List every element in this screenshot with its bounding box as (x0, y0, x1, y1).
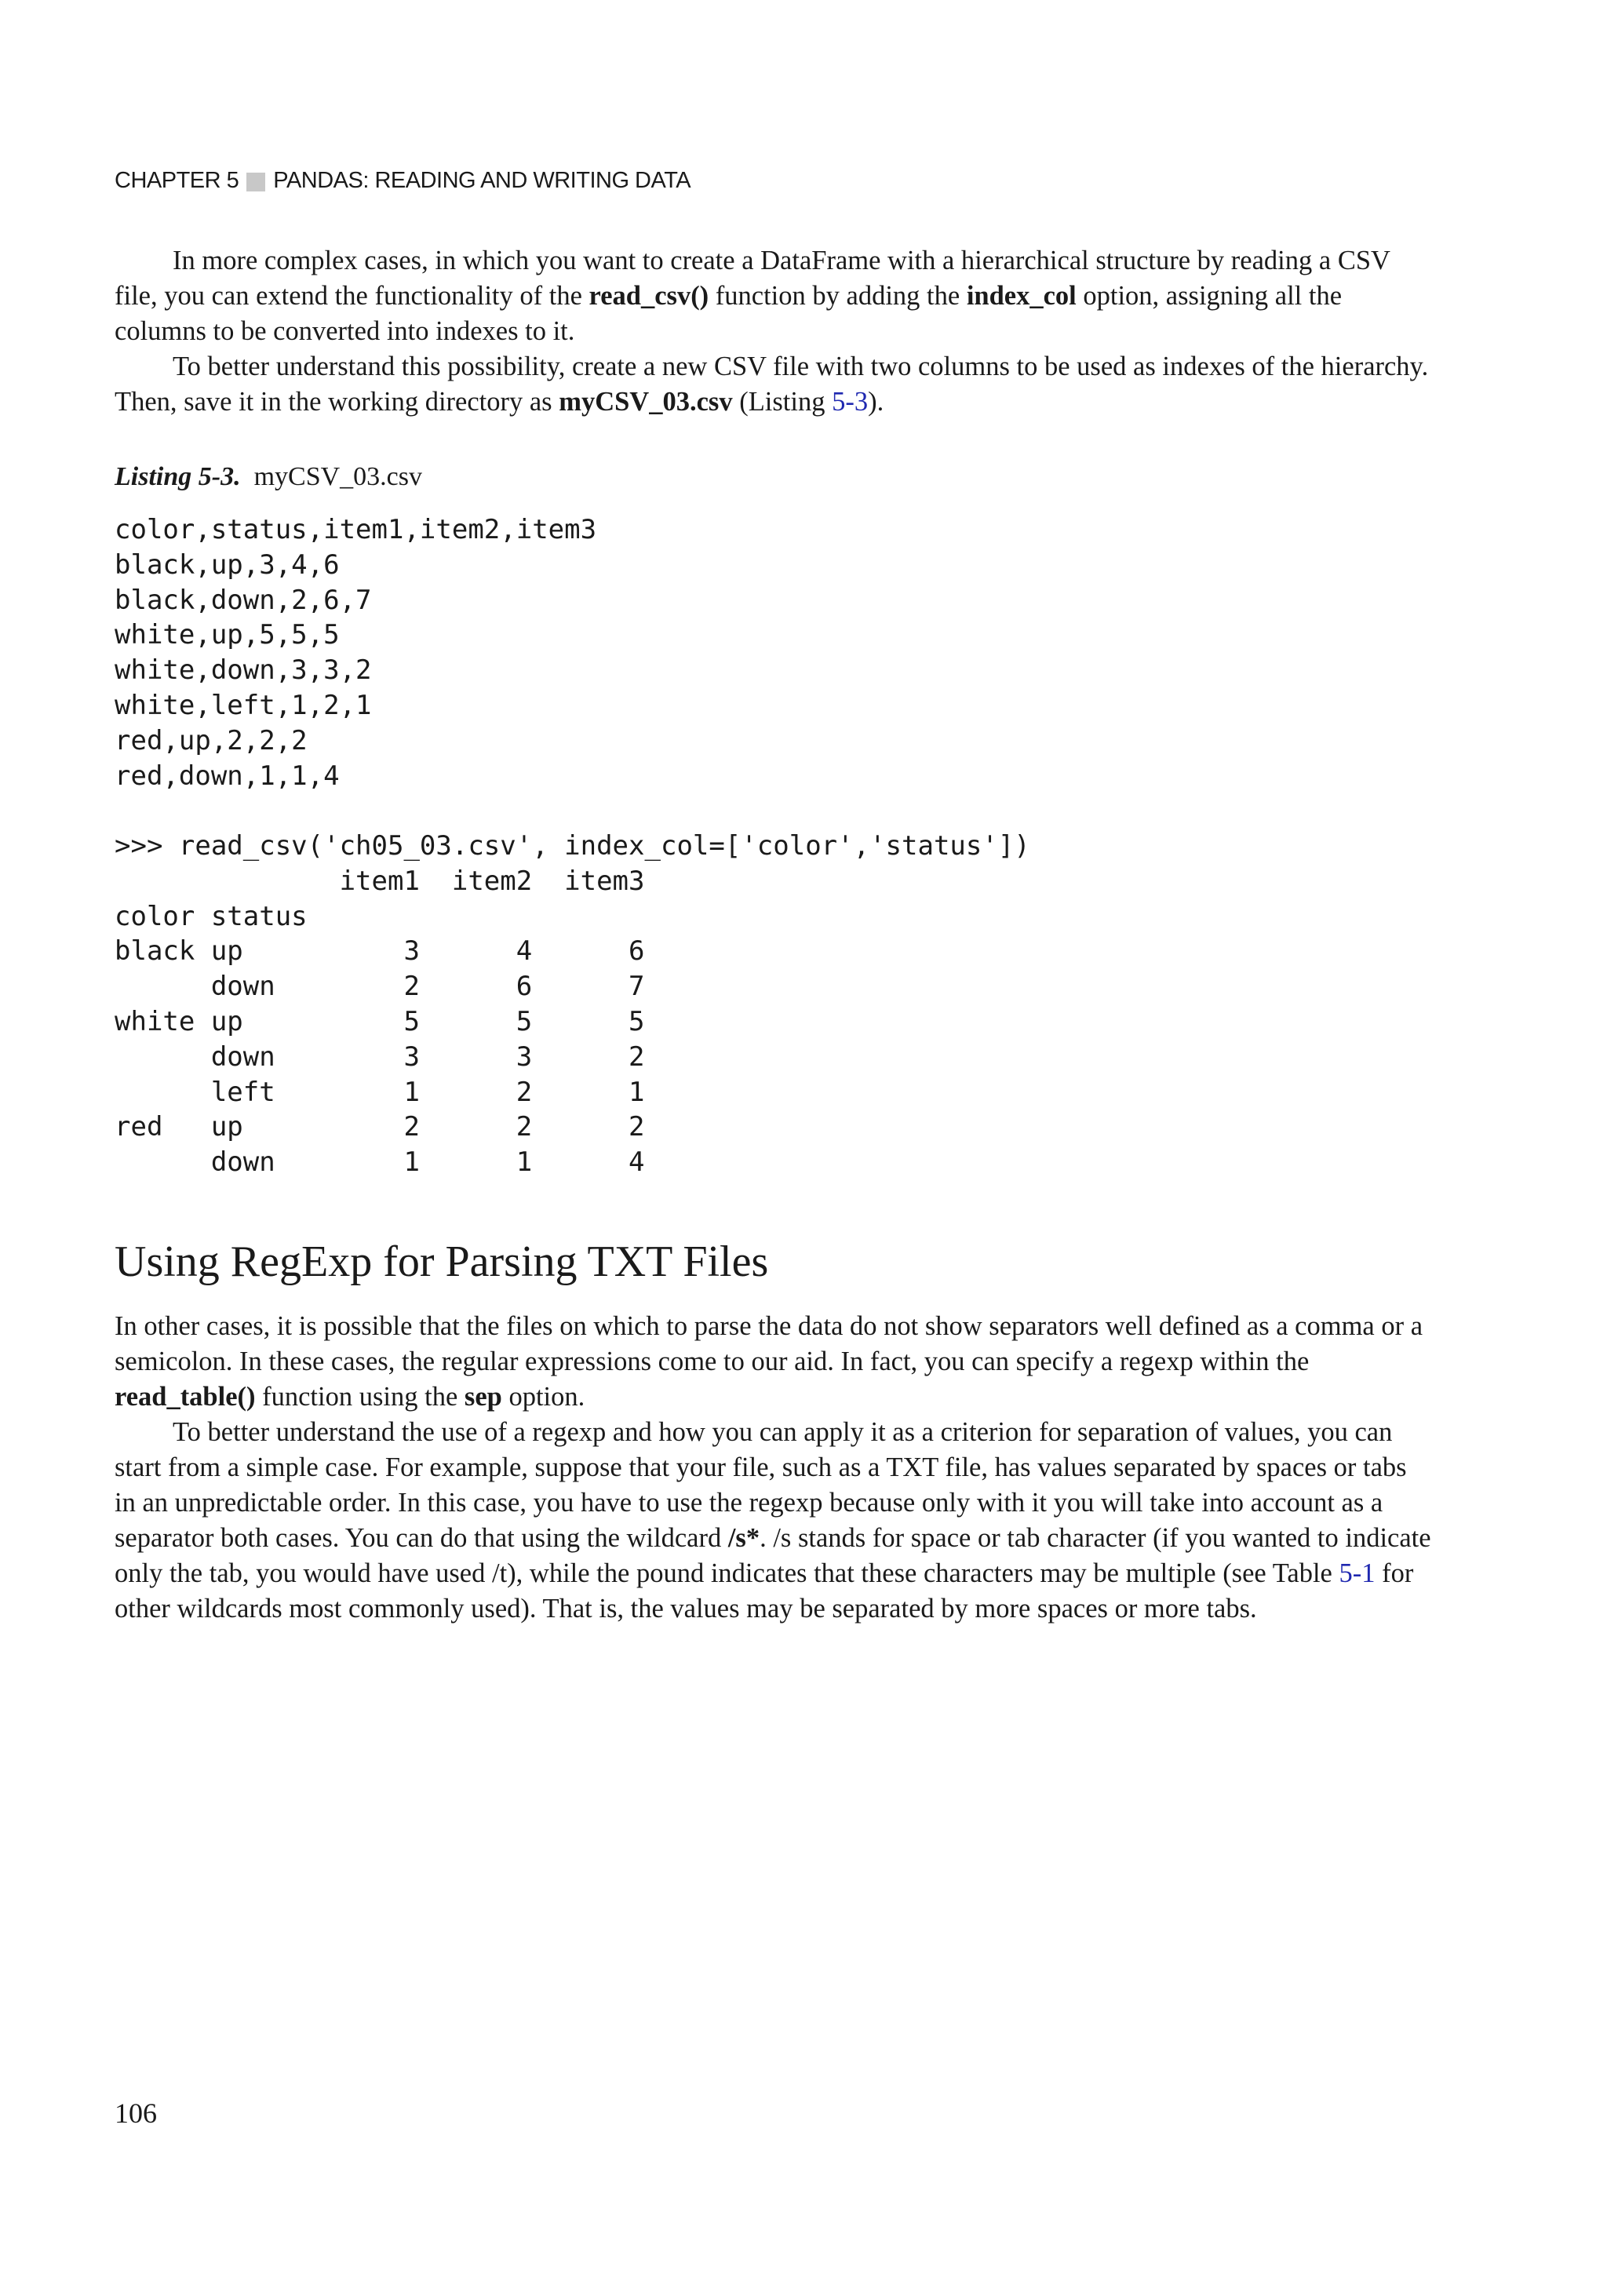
listing-link[interactable]: 5-3 (832, 387, 869, 417)
intro-paragraph-1: In more complex cases, in which you want to create a DataFrame with a hierarchical structure by reading a CSV file, you can extend the functionality of the read_csv() function by adding the index_col option, assigning all the columns to be converted into indexes to it. (115, 246, 1390, 346)
listing-label: Listing 5-3. (115, 462, 241, 491)
wildcard-code: /s* (727, 1523, 760, 1553)
repl-output: >>> read_csv('ch05_03.csv', index_col=['color','status']) item1 item2 item3 color status black up 3 4 6 down 2 6 7 white up 5 5 5 down 3 3 2 left 1 2 1 red up 2 2 2 down 1 1 4 (115, 830, 1030, 1179)
running-header (115, 168, 691, 194)
inline-code-read-csv: read_csv() (589, 281, 709, 311)
section-paragraph-1: In other cases, it is possible that the files on which to parse the data do not show separators well defined as a comma or a semicolon. In these cases, the regular expressions come to our aid. In fact, you can specify a regexp within the read_table() function using the sep option. (115, 1311, 1423, 1412)
intro-paragraph-2: To better understand this possibility, create a new CSV file with two columns to be used as indexes of the hierarchy. Then, save it in the working directory as myCSV_03.csv (Listing 5-3). (115, 352, 1429, 417)
csv-listing: color,status,item1,item2,item3 black,up,3,4,6 black,down,2,6,7 white,up,5,5,5 white,down,3,3,2 white,left,1,2,1 red,up,2,2,2 red,down,1,1,4 (115, 514, 597, 792)
inline-code-read-table: read_table() (115, 1382, 256, 1412)
listing-caption (115, 459, 422, 494)
page-number: 106 (115, 2097, 157, 2129)
chapter-title: PANDAS: READING AND WRITING DATA (273, 168, 691, 193)
table-link[interactable]: 5-1 (1339, 1558, 1376, 1588)
file-name: myCSV_03.csv (559, 387, 733, 417)
intro-paragraphs (115, 243, 1433, 420)
chapter-label: CHAPTER 5 (115, 168, 239, 193)
section-paragraphs (115, 1309, 1433, 1627)
inline-code-sep: sep (464, 1382, 502, 1412)
inline-code-index-col: index_col (966, 281, 1077, 311)
section-heading: Using RegExp for Parsing TXT Files (115, 1237, 769, 1286)
header-square-icon (246, 173, 265, 191)
section-paragraph-2: To better understand the use of a regexp and how you can apply it as a criterion for separation of values, you can start from a simple case. For example, suppose that your file, such as a TXT file, has values separated by spaces or tabs in an unpredictable order. In this case, you have to use the regexp because only with it you will take into account as a separator both cases. You can do that using the wildcard /s*. /s stands for space or tab character (if you wanted to indicate only the tab, you would have used /t), while the pound indicates that these characters may be multiple (see Table 5-1 for other wildcards most commonly used). That is, the values may be separated by more spaces or more tabs. (115, 1417, 1431, 1624)
listing-title: myCSV_03.csv (253, 462, 422, 491)
